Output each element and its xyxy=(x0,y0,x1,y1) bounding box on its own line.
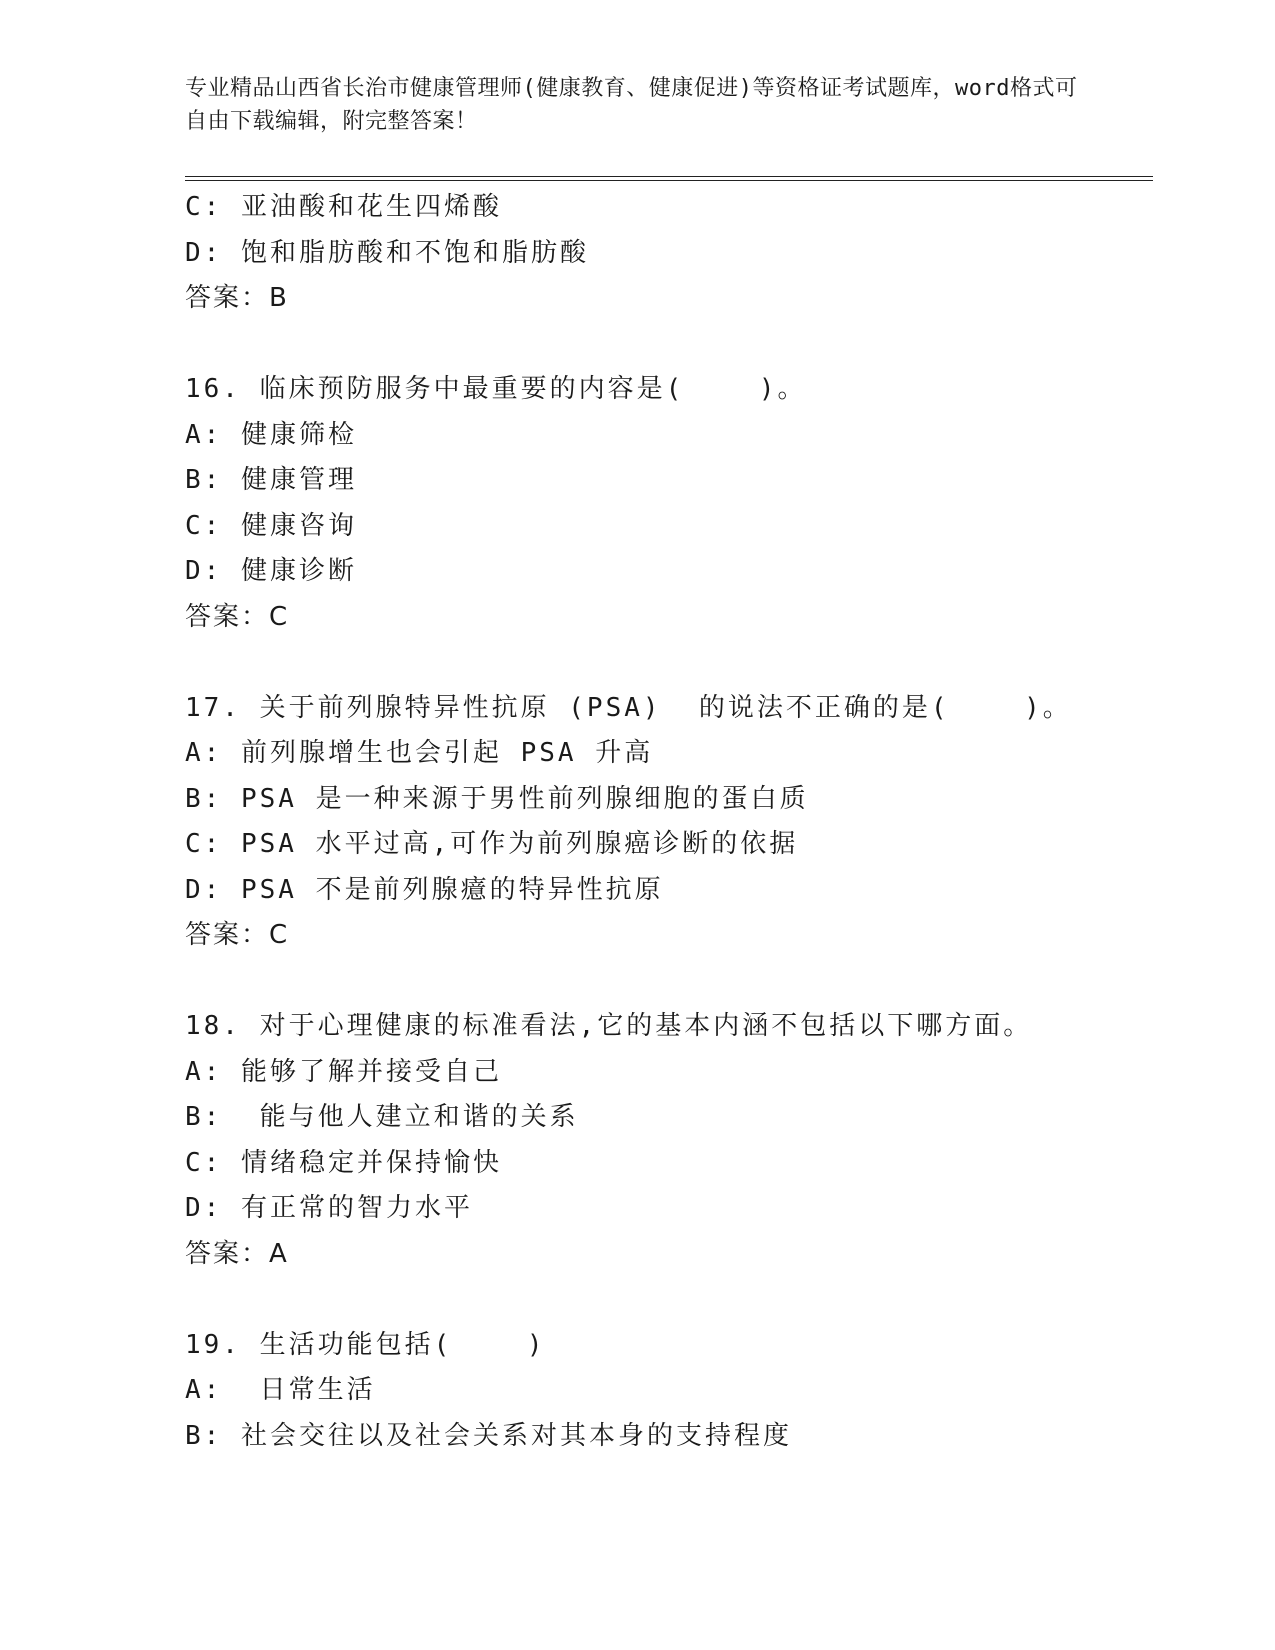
page-header: 专业精品山西省长治市健康管理师(健康教育、健康促进)等资格证考试题库，word格式可自由下载编辑，附完整答案！ xyxy=(185,76,1078,134)
question-stem: 16. 临床预防服务中最重要的内容是( )。 xyxy=(185,374,807,404)
option-b: B: 健康管理 xyxy=(185,465,357,495)
option-d: D: 饱和脂肪酸和不饱和脂肪酸 xyxy=(185,237,589,268)
option-a: A: 前列腺增生也会引起 PSA 升高 xyxy=(185,738,654,768)
option-b: B: PSA 是一种来源于男性前列腺细胞的蛋白质 xyxy=(185,783,809,814)
option-c: C: 健康咨询 xyxy=(185,510,357,541)
answer-line: 答案：B xyxy=(185,283,289,313)
spacer xyxy=(185,322,1153,368)
option-a: A: 日常生活 xyxy=(185,1375,376,1405)
option-d: D: 有正常的智力水平 xyxy=(185,1193,473,1223)
question-stem: 19. 生活功能包括( ) xyxy=(185,1329,546,1360)
option-a: A: 能够了解并接受自己 xyxy=(185,1056,502,1087)
option-d: D: PSA 不是前列腺癔的特异性抗原 xyxy=(185,874,664,905)
option-a: A: 健康筛检 xyxy=(185,419,357,450)
question-18 xyxy=(185,1004,1153,1277)
question-list xyxy=(185,185,1153,1459)
question-stem: 18. 对于心理健康的标准看法,它的基本内涵不包括以下哪方面。 xyxy=(185,1011,1033,1041)
answer-line: 答案：C xyxy=(185,601,290,632)
question-16 xyxy=(185,367,1153,640)
question-stem: 17. 关于前列腺特异性抗原 (PSA) 的说法不正确的是( )。 xyxy=(185,692,1072,723)
option-b: B: 能与他人建立和谐的关系 xyxy=(185,1102,579,1132)
option-c: C: 亚油酸和花生四烯酸 xyxy=(185,192,502,222)
question-15-continuation xyxy=(185,185,1153,322)
option-b: B: 社会交往以及社会关系对其本身的支持程度 xyxy=(185,1420,792,1451)
answer-line: 答案：C xyxy=(185,920,290,950)
spacer xyxy=(185,1277,1153,1323)
question-19 xyxy=(185,1323,1153,1460)
question-17 xyxy=(185,686,1153,959)
spacer xyxy=(185,640,1153,686)
option-d: D: 健康诊断 xyxy=(185,556,357,586)
answer-line: 答案：A xyxy=(185,1238,289,1269)
header-divider xyxy=(185,176,1153,181)
option-c: C: 情绪稳定并保持愉快 xyxy=(185,1147,502,1178)
spacer xyxy=(185,959,1153,1005)
option-c: C: PSA 水平过高,可作为前列腺癌诊断的依据 xyxy=(185,829,799,859)
